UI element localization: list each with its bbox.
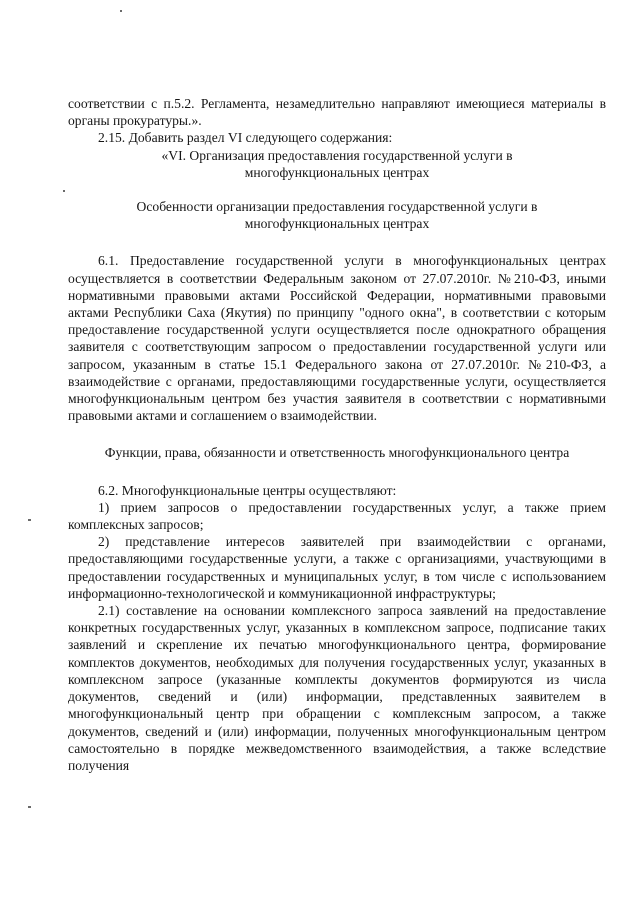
spacer [68, 232, 606, 252]
subsection-title-line-1: Особенности организации предоставления государственной услуги в [136, 199, 538, 215]
scan-mark-top [120, 10, 122, 12]
subsection-title-line-2: многофункциональных центрах [244, 216, 430, 232]
list-item-2-1: 2.1) составление на основании комплексного запроса заявлений на предоставление конкретных государственных услуг, указанных в комплексном запросе, подписание таких заявлений и скрепление их печатью многофункционального центра, формирование комплектов документов, необходимых для получения государственных услуг, указанных в комплексном запросе (указанные комплекты документов формируются из числа документов, сведений и (или) информации, представленных заявителем в многофункциональный центр при обращении с комплексным запросом, а также документов, сведений и (или) информации, полученных многофункциональным центром самостоятельно в порядке межведомственного взаимодействия, а также вследствие получения [68, 603, 606, 773]
paragraph-2-15: 2.15. Добавить раздел VI следующего содержания: [98, 130, 393, 146]
list-item-2: 2) представление интересов заявителей при взаимодействии с органами, предоставляющими государственные услуги, а также с организациями, участвующими в предоставлении государственных и муниципальных услуг, в том числе с использованием информационно-технологической и коммуникационной инфраструктуры; [68, 534, 606, 601]
section-title-line-2: многофункциональных центрах [244, 164, 430, 180]
scan-mark-left-3 [28, 806, 31, 808]
scan-mark-left-2 [28, 519, 31, 521]
document-body [68, 95, 606, 774]
paragraph-continuation: соответствии с п.5.2. Регламента, незамедлительно направляют имеющиеся материалы в органы прокуратуры.». [68, 96, 606, 129]
list-item-1: 1) прием запросов о предоставлении государственных услуг, а также прием комплексных запросов; [68, 499, 606, 533]
spacer [68, 181, 606, 198]
scan-mark-left-1 [63, 190, 65, 192]
heading-functions: Функции, права, обязанности и ответственность многофункционального центра [104, 445, 570, 461]
paragraph-6-2: 6.2. Многофункциональные центры осуществляют: [98, 482, 397, 498]
section-title-line-1: «VI. Организация предоставления государственной услуги в [161, 147, 513, 163]
paragraph-6-1: 6.1. Предоставление государственной услуги в многофункциональных центрах осуществляется в соответствии Федеральным законом от 27.07.2010г. №210-ФЗ, иными нормативными правовыми актами Российской Федерации, нормативными правовыми актами Республики Саха (Якутия) по принципу "одного окна", в соответствии с которым предоставление государственной услуги осуществляется после однократного обращения заявителя с соответствующим запросом о предоставлении государственной услуги или запросом, указанным в статье 15.1 Федерального закона от 27.07.2010г. №210-ФЗ, а взаимодействие с органами, предоставляющими государственные услуги, осуществляется многофункциональным центром без участия заявителя в соответствии с нормативными правовыми актами и соглашением о взаимодействии. [68, 253, 606, 424]
spacer [68, 462, 606, 482]
spacer [68, 424, 606, 444]
